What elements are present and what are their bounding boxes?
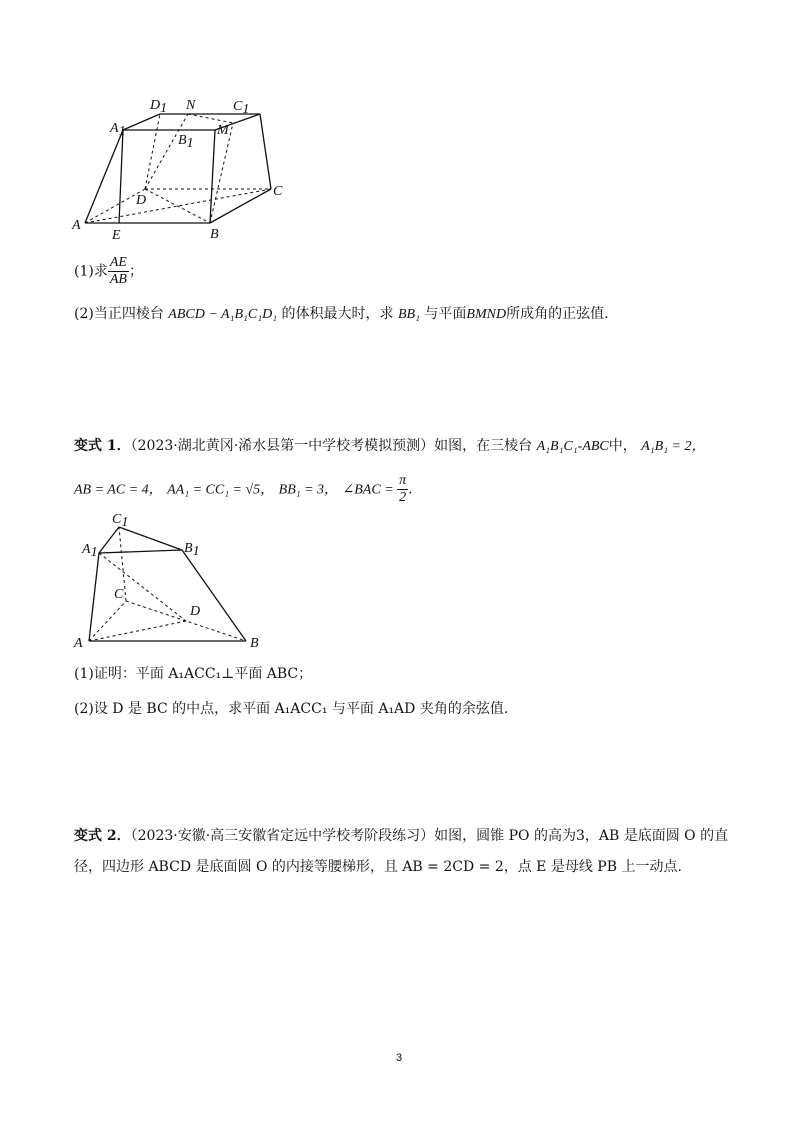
variant-1-mid: 中， bbox=[608, 438, 637, 454]
label-D: D bbox=[136, 193, 147, 208]
variant-1-source: （2023·湖北黄冈·浠水县第一中学校考模拟预测）如图，在三棱台 bbox=[130, 438, 533, 454]
variant-1-question-2: (2)设 D 是 BC 的中点，求平面 A₁ACC₁ 与平面 A₁AD 夹角的余弦值. bbox=[74, 701, 509, 717]
q1-prefix: (1)求 bbox=[74, 263, 108, 280]
label-C1: C1 bbox=[112, 512, 129, 530]
variant-2-line-1 bbox=[74, 826, 728, 846]
variant-2-line-2: 径，四边形 ABCD 是底面圆 O 的内接等腰梯形，且 AB = 2CD = 2，点 E 是母线 PB 上一动点. bbox=[74, 859, 682, 875]
q2-text-d: 所成角的正弦值. bbox=[506, 306, 609, 322]
segment-AD-hidden bbox=[89, 621, 186, 641]
label-N: N bbox=[186, 98, 196, 113]
label-C: C bbox=[273, 184, 283, 199]
frac-two: 2 bbox=[399, 490, 407, 505]
variant-1-conditions bbox=[74, 473, 413, 506]
cond-ab-ac: AB = AC = 4， bbox=[74, 482, 163, 498]
variant-1-cond1: A₁B₁ = 2， bbox=[641, 439, 706, 454]
q2-plane: BMND bbox=[466, 307, 507, 322]
label-A: A bbox=[72, 218, 81, 233]
variant-2-title: 变式 2． bbox=[74, 828, 131, 844]
triangular-frustum-figure bbox=[70, 508, 270, 653]
label-D: D bbox=[190, 604, 201, 619]
label-A1: A1 bbox=[110, 121, 126, 139]
edge-CC1 bbox=[260, 114, 271, 189]
segment-BM-hidden bbox=[210, 123, 233, 223]
q2-line: BB₁ bbox=[397, 307, 420, 322]
edge-A1C1 bbox=[99, 527, 119, 553]
label-M: M bbox=[217, 123, 229, 138]
q2-text-c: 与平面 bbox=[424, 306, 467, 322]
variant-1-question-1: (1)证明：平面 A₁ACC₁⊥平面 ABC； bbox=[74, 666, 313, 682]
frac-pi: π bbox=[399, 473, 407, 488]
label-E: E bbox=[112, 228, 121, 242]
frac-numerator: AE bbox=[109, 255, 127, 270]
q2-text-a: (2)当正四棱台 bbox=[74, 306, 164, 322]
fraction-ae-ab bbox=[108, 255, 129, 288]
q2-text-b: 的体积最大时，求 bbox=[281, 306, 394, 322]
variant-1-solid: A₁B₁C₁-ABC bbox=[536, 439, 609, 454]
edge-BB1 bbox=[210, 130, 215, 223]
edge-C1B1 bbox=[119, 527, 182, 550]
cond-aa1-cc1: AA₁ = CC₁ = √5， bbox=[167, 482, 275, 498]
edge-AA1 bbox=[85, 130, 123, 223]
q1-suffix: ； bbox=[128, 263, 143, 280]
label-C: C bbox=[114, 587, 124, 602]
segment-A1D-hidden bbox=[99, 553, 186, 621]
segment-A1E bbox=[119, 130, 123, 223]
page-number: 3 bbox=[396, 1052, 403, 1064]
cond-bb1: BB₁ = 3， bbox=[278, 482, 339, 498]
variant-1-title: 变式 1． bbox=[74, 438, 131, 454]
label-B1: B1 bbox=[178, 133, 194, 151]
fraction-pi-2 bbox=[397, 473, 408, 506]
cond-end: . bbox=[408, 481, 413, 498]
frac-denominator: AB bbox=[109, 272, 127, 287]
label-C1: C1 bbox=[233, 99, 250, 117]
diag-DB-hidden bbox=[145, 189, 210, 223]
question-1 bbox=[74, 255, 143, 288]
edge-AA1 bbox=[89, 553, 99, 641]
label-A1: A1 bbox=[82, 542, 98, 560]
label-B: B bbox=[250, 636, 259, 651]
edge-A1B1 bbox=[99, 550, 182, 553]
label-B1: B1 bbox=[184, 541, 200, 559]
edge-BB1 bbox=[182, 550, 246, 641]
variant-2-text-1: （2023·安徽·高三安徽省定远中学校考阶段练习）如图，圆锥 PO 的高为3，AB 是底面圆 O 的直 bbox=[130, 828, 729, 844]
frustum-figure bbox=[70, 92, 295, 242]
segment-DN-hidden bbox=[145, 114, 188, 189]
label-D1: D1 bbox=[150, 98, 168, 116]
edge-A1D1 bbox=[123, 114, 160, 130]
label-A: A bbox=[74, 636, 83, 651]
q2-solid: ABCD − A₁B₁C₁D₁ bbox=[168, 307, 278, 322]
variant-1-header bbox=[74, 436, 706, 457]
label-B: B bbox=[210, 227, 219, 242]
segment-NM-hidden bbox=[188, 114, 233, 123]
edge-DD1-hidden bbox=[145, 114, 160, 189]
cond-angle: ∠BAC = bbox=[342, 482, 398, 498]
question-2 bbox=[74, 304, 609, 325]
